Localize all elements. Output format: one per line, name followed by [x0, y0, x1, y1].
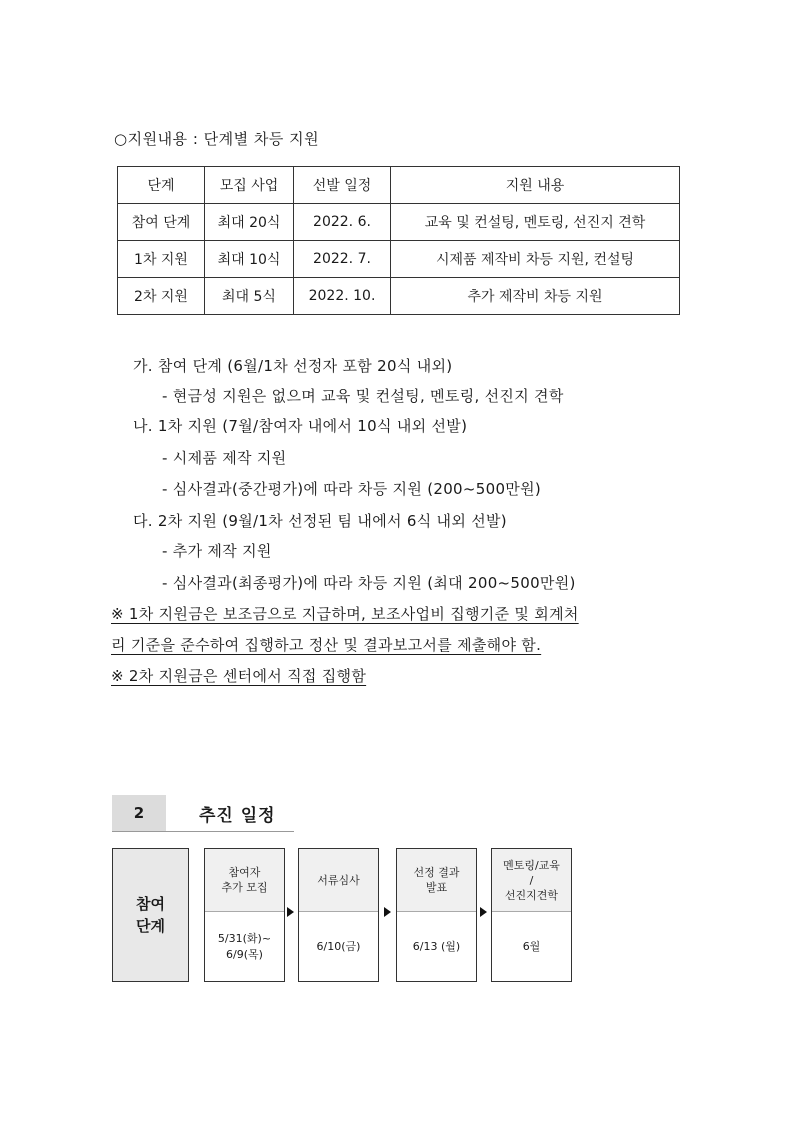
detail-subitem: - 현금성 지원은 없으며 교육 및 컨설팅, 멘토링, 선진지 견학	[162, 387, 564, 405]
note-line: ※ 2차 지원금은 센터에서 직접 집행함	[111, 667, 367, 685]
table-cell: 추가 제작비 차등 지원	[391, 278, 680, 315]
table-row	[118, 278, 680, 315]
stage-label: 참여 단계	[136, 895, 165, 935]
table-row	[118, 241, 680, 278]
table-row	[118, 204, 680, 241]
col-header-schedule: 선발 일정	[294, 167, 391, 204]
table-cell: 참여 단계	[118, 204, 205, 241]
col-header-recruit: 모집 사업	[205, 167, 294, 204]
step-title: 멘토링/교육 / 선진지견학	[492, 849, 571, 912]
col-header-content: 지원 내용	[391, 167, 680, 204]
step-date: 6월	[522, 939, 541, 953]
step-date: 6/10(금)	[316, 939, 361, 953]
step-title: 서류심사	[299, 849, 378, 912]
section-header	[112, 795, 294, 832]
stage-label-box	[112, 848, 189, 982]
step-title: 참여자 추가 모집	[205, 849, 284, 912]
support-section-title: ○지원내용 : 단계별 차등 지원	[114, 130, 320, 148]
note-line: ※ 1차 지원금은 보조금으로 지급하며, 보조사업비 집행기준 및 회계처	[111, 605, 579, 623]
section-number: 2	[112, 795, 166, 831]
note-line: 리 기준을 준수하여 집행하고 정산 및 결과보고서를 제출해야 함.	[111, 636, 542, 654]
support-table	[117, 166, 680, 315]
detail-item-da: 다. 2차 지원 (9월/1차 선정된 팀 내에서 6식 내외 선발)	[133, 512, 507, 530]
table-cell: 2차 지원	[118, 278, 205, 315]
table-cell: 최대 20식	[205, 204, 294, 241]
table-cell: 교육 및 컨설팅, 멘토링, 선진지 견학	[391, 204, 680, 241]
table-cell: 시제품 제작비 차등 지원, 컨설팅	[391, 241, 680, 278]
section-title: 추진 일정	[199, 806, 276, 826]
detail-subitem: - 심사결과(최종평가)에 따라 차등 지원 (최대 200~500만원)	[162, 574, 576, 592]
arrow-right-icon	[480, 907, 487, 917]
table-cell: 2022. 7.	[294, 241, 391, 278]
table-cell: 최대 5식	[205, 278, 294, 315]
schedule-step-recruit	[204, 848, 285, 982]
step-title: 선정 결과 발표	[397, 849, 476, 912]
step-date: 5/31(화)~ 6/9(목)	[217, 931, 272, 961]
schedule-step-announce	[396, 848, 477, 982]
table-cell: 2022. 10.	[294, 278, 391, 315]
detail-item-na: 나. 1차 지원 (7월/참여자 내에서 10식 내외 선발)	[133, 417, 468, 435]
detail-item-ga: 가. 참여 단계 (6월/1차 선정자 포함 20식 내외)	[133, 357, 453, 375]
table-cell: 1차 지원	[118, 241, 205, 278]
schedule-step-review	[298, 848, 379, 982]
table-header-row	[118, 167, 680, 204]
step-date: 6/13 (월)	[412, 939, 461, 953]
detail-subitem: - 심사결과(중간평가)에 따라 차등 지원 (200~500만원)	[162, 480, 542, 498]
col-header-stage: 단계	[118, 167, 205, 204]
detail-subitem: - 시제품 제작 지원	[162, 449, 287, 467]
detail-subitem: - 추가 제작 지원	[162, 542, 272, 560]
table-cell: 최대 10식	[205, 241, 294, 278]
arrow-right-icon	[287, 907, 294, 917]
arrow-right-icon	[384, 907, 391, 917]
table-cell: 2022. 6.	[294, 204, 391, 241]
schedule-step-mentoring	[491, 848, 572, 982]
